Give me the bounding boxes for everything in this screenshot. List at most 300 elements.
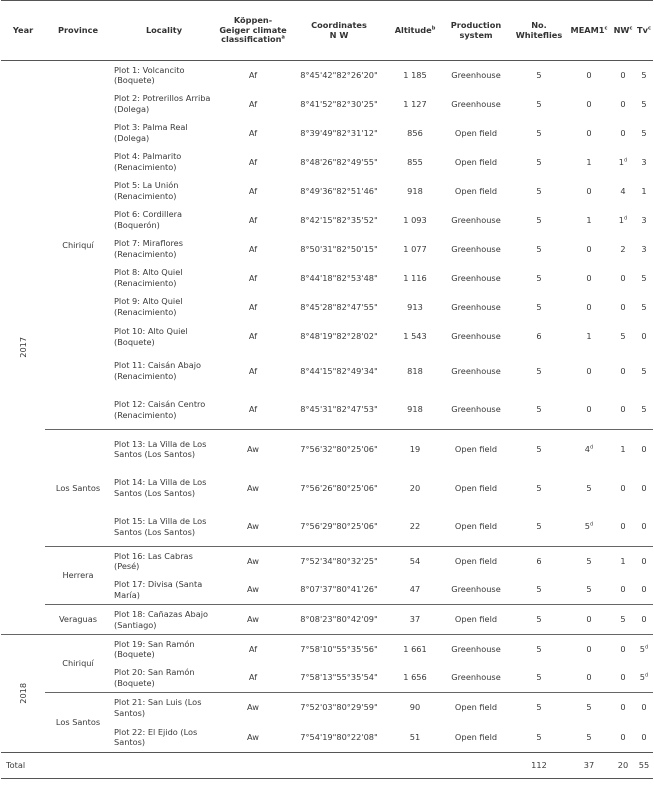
table-row [1, 430, 653, 469]
locality-value: Plot 1: Volcancito (Boquete) [114, 64, 185, 86]
whiteflies-value: 6 [536, 555, 542, 566]
nw-cell [611, 693, 635, 723]
whiteflies-cell [511, 508, 567, 547]
coords-cell [289, 508, 389, 547]
tv-cell [635, 469, 653, 508]
meam1-cell [567, 235, 611, 264]
whiteflies-cell [511, 119, 567, 148]
whiteflies-value: 5 [536, 185, 542, 196]
whiteflies-cell [511, 61, 567, 90]
meam1-cell [567, 177, 611, 206]
table-row [1, 693, 653, 723]
meam1-value: 5 [586, 584, 592, 595]
altitude-cell [389, 547, 441, 576]
meam1-cell [567, 90, 611, 119]
province-cell: Los Santos [45, 693, 111, 753]
climate-value: Af [248, 301, 258, 312]
locality-value: Plot 14: La Villa de Los Santos (Los Santos) [114, 477, 207, 498]
production-cell [441, 293, 511, 322]
coords-value: 8°07'37"80°41'26" [300, 584, 378, 595]
climate-value: Af [248, 214, 258, 225]
province-cell: Veraguas [45, 605, 111, 635]
nw-value: 0 [620, 584, 626, 595]
header-whiteflies: No. Whiteflies [511, 1, 567, 61]
climate-cell [217, 61, 289, 90]
altitude-value: 47 [409, 584, 421, 595]
locality-cell [111, 576, 217, 605]
tv-value: 0 [641, 482, 647, 493]
meam1-value: 0 [586, 98, 592, 109]
tv-value: 0 [641, 614, 647, 625]
locality-value: Plot 9: Alto Quiel (Renacimiento) [114, 296, 183, 317]
tv-cell [635, 605, 653, 635]
altitude-cell [389, 664, 441, 693]
coords-value: 8°41'52"82°30'25" [300, 98, 378, 109]
year-label: 2018 [17, 683, 28, 704]
tv-value: 0 [641, 555, 647, 566]
altitude-cell [389, 693, 441, 723]
coords-cell [289, 352, 389, 391]
coords-value: 8°50'31"82°50'15" [300, 243, 378, 254]
coords-value: 8°45'31"82°47'53" [300, 404, 378, 415]
coords-cell [289, 693, 389, 723]
footnote-marker: d [590, 521, 594, 528]
production-cell [441, 235, 511, 264]
tv-cell [635, 293, 653, 322]
nw-cell [611, 469, 635, 508]
altitude-value: 1 116 [403, 272, 427, 283]
nw-value: 0 [620, 365, 626, 376]
meam1-value: 4 [584, 443, 591, 454]
coords-cell [289, 391, 389, 430]
meam1-cell [567, 508, 611, 547]
climate-cell [217, 352, 289, 391]
locality-value: Plot 4: Palmarito (Renacimiento) [114, 151, 182, 172]
meam1-value: 0 [586, 272, 592, 283]
production-cell [441, 576, 511, 605]
coords-cell [289, 119, 389, 148]
altitude-cell [389, 635, 441, 664]
header-altitude: Altitude$^b$ [389, 1, 441, 61]
production-value: Open field [454, 521, 498, 532]
production-cell [441, 322, 511, 352]
locality-cell [111, 206, 217, 235]
meam1-value: 0 [586, 185, 592, 196]
locality-value: Plot 8: Alto Quiel (Renacimiento) [114, 267, 183, 288]
nw-value: 0 [620, 731, 626, 742]
altitude-cell [389, 148, 441, 177]
nw-cell [611, 547, 635, 576]
meam1-value: 0 [586, 127, 592, 138]
header-coordinates: Coordinates N W [289, 1, 389, 61]
locality-value: Plot 10: Alto Quiel (Boquete) [114, 325, 188, 347]
altitude-cell [389, 293, 441, 322]
whiteflies-cell [511, 693, 567, 723]
production-value: Greenhouse [451, 672, 501, 683]
altitude-cell [389, 322, 441, 352]
whiteflies-value: 5 [536, 301, 542, 312]
locality-cell [111, 469, 217, 508]
tv-cell [635, 723, 653, 753]
locality-value: Plot 17: Divisa (Santa María) [114, 579, 203, 600]
meam1-cell [567, 693, 611, 723]
climate-cell [217, 264, 289, 293]
climate-cell [217, 293, 289, 322]
coords-value: 8°08'23"80°42'09" [300, 614, 378, 625]
locality-cell [111, 547, 217, 576]
altitude-cell [389, 723, 441, 753]
nw-value: 1 [620, 555, 626, 566]
tv-value: 5 [639, 643, 646, 654]
locality-cell [111, 693, 217, 723]
nw-cell [611, 61, 635, 90]
whiteflies-cell [511, 177, 567, 206]
province-cell: Los Santos [45, 430, 111, 547]
table-header-row [1, 1, 653, 61]
coords-cell [289, 293, 389, 322]
production-cell [441, 508, 511, 547]
coords-cell [289, 469, 389, 508]
production-value: Greenhouse [451, 243, 501, 254]
whiteflies-value: 5 [536, 69, 542, 80]
production-cell [441, 90, 511, 119]
whiteflies-value: 5 [536, 272, 542, 283]
whiteflies-cell [511, 322, 567, 352]
whitefly-sampling-table [1, 0, 653, 779]
altitude-value: 1 185 [403, 69, 427, 80]
whiteflies-value: 5 [536, 731, 542, 742]
locality-cell [111, 605, 217, 635]
meam1-cell [567, 148, 611, 177]
altitude-cell [389, 605, 441, 635]
climate-value: Af [248, 127, 258, 138]
production-cell [441, 605, 511, 635]
altitude-cell [389, 264, 441, 293]
meam1-value: 0 [586, 672, 592, 683]
whiteflies-cell [511, 90, 567, 119]
whiteflies-value: 5 [536, 443, 542, 454]
whiteflies-cell [511, 723, 567, 753]
footnote-marker: d [590, 444, 594, 451]
altitude-cell [389, 177, 441, 206]
tv-value: 3 [641, 214, 647, 225]
altitude-cell [389, 430, 441, 469]
production-value: Open field [454, 185, 498, 196]
altitude-value: 1 661 [403, 643, 427, 654]
meam1-value: 5 [586, 731, 592, 742]
tv-value: 0 [641, 521, 647, 532]
meam1-cell [567, 635, 611, 664]
coords-value: 7°56'26"80°25'06" [300, 482, 378, 493]
coords-value: 8°48'26"82°49'55" [300, 156, 378, 167]
footnote-marker: d [645, 644, 649, 651]
coords-value: 8°45'42"82°26'20" [300, 69, 378, 80]
coords-cell [289, 61, 389, 90]
meam1-cell [567, 322, 611, 352]
whiteflies-cell [511, 469, 567, 508]
meam1-value: 1 [586, 331, 592, 342]
coords-cell [289, 635, 389, 664]
meam1-cell [567, 723, 611, 753]
locality-value: Plot 13: La Villa de Los Santos (Los Santos) [114, 438, 207, 460]
nw-cell [611, 723, 635, 753]
coords-value: 7°52'03"80°29'59" [300, 702, 378, 713]
coords-cell [289, 322, 389, 352]
header-year: Year [1, 1, 45, 61]
locality-value: Plot 2: Potrerillos Arriba (Dolega) [114, 93, 211, 114]
altitude-value: 1 093 [403, 214, 427, 225]
meam1-value: 5 [586, 482, 592, 493]
climate-value: Aw [247, 443, 259, 454]
whiteflies-cell [511, 635, 567, 664]
production-cell [441, 469, 511, 508]
whiteflies-cell [511, 605, 567, 635]
locality-value: Plot 22: El Ejido (Los Santos) [114, 726, 198, 748]
coords-value: 8°42'15"82°35'52" [300, 214, 378, 225]
climate-value: Aw [247, 482, 259, 493]
locality-value: Plot 19: San Ramón (Boquete) [114, 638, 195, 660]
coords-cell [289, 723, 389, 753]
climate-cell [217, 90, 289, 119]
whiteflies-value: 5 [536, 614, 542, 625]
climate-cell [217, 469, 289, 508]
climate-value: Af [248, 69, 258, 80]
meam1-value: 0 [586, 69, 592, 80]
header-meam1: MEAM1$^c$ [567, 1, 611, 61]
production-value: Open field [454, 443, 498, 454]
footnote-marker: d [624, 156, 628, 163]
altitude-value: 918 [407, 404, 423, 415]
altitude-cell [389, 391, 441, 430]
altitude-value: 918 [407, 185, 423, 196]
climate-value: Af [248, 331, 258, 342]
climate-cell [217, 693, 289, 723]
locality-cell [111, 235, 217, 264]
altitude-cell [389, 508, 441, 547]
coords-cell [289, 90, 389, 119]
nw-cell [611, 264, 635, 293]
tv-value: 5 [641, 365, 647, 376]
coords-cell [289, 206, 389, 235]
altitude-value: 51 [409, 731, 421, 742]
tv-cell [635, 508, 653, 547]
meam1-cell [567, 605, 611, 635]
locality-cell [111, 148, 217, 177]
altitude-value: 20 [409, 482, 421, 493]
climate-cell [217, 547, 289, 576]
province-cell: Chiriquí [45, 635, 111, 693]
meam1-cell [567, 61, 611, 90]
meam1-value: 5 [586, 702, 592, 713]
production-cell [441, 264, 511, 293]
tv-cell [635, 352, 653, 391]
coords-cell [289, 430, 389, 469]
header-climate: Köppen-Geiger climate classification$^a$ [217, 1, 289, 61]
whiteflies-cell [511, 391, 567, 430]
climate-cell [217, 148, 289, 177]
nw-value: 1 [618, 156, 625, 167]
tv-value: 0 [641, 702, 647, 713]
nw-cell [611, 391, 635, 430]
whiteflies-cell [511, 148, 567, 177]
climate-value: Af [248, 643, 258, 654]
production-value: Greenhouse [451, 214, 501, 225]
table-row [1, 547, 653, 576]
altitude-value: 1 543 [403, 331, 427, 342]
tv-cell [635, 430, 653, 469]
nw-cell [611, 430, 635, 469]
table-row [1, 61, 653, 90]
tv-cell [635, 206, 653, 235]
climate-value: Af [248, 156, 258, 167]
footnote-marker: d [645, 672, 649, 679]
locality-cell [111, 90, 217, 119]
coords-cell [289, 264, 389, 293]
climate-value: Af [248, 98, 258, 109]
total-nw: 20 [611, 753, 635, 779]
header-tv: Tv$^c$ [635, 1, 653, 61]
altitude-cell [389, 576, 441, 605]
tv-value: 5 [641, 404, 647, 415]
production-cell [441, 547, 511, 576]
production-cell [441, 693, 511, 723]
climate-value: Af [248, 243, 258, 254]
whiteflies-value: 5 [536, 214, 542, 225]
tv-cell [635, 635, 653, 664]
meam1-cell [567, 469, 611, 508]
climate-cell [217, 391, 289, 430]
coords-value: 8°39'49"82°31'12" [300, 127, 378, 138]
altitude-value: 54 [409, 555, 421, 566]
locality-cell [111, 293, 217, 322]
production-value: Greenhouse [451, 69, 501, 80]
total-whiteflies: 112 [511, 753, 567, 779]
meam1-cell [567, 264, 611, 293]
climate-value: Af [248, 185, 258, 196]
whiteflies-cell [511, 293, 567, 322]
nw-cell [611, 119, 635, 148]
altitude-cell [389, 119, 441, 148]
locality-value: Plot 5: La Unión (Renacimiento) [114, 180, 179, 201]
header-production-system: Production system [441, 1, 511, 61]
year-cell [1, 635, 45, 753]
altitude-cell [389, 61, 441, 90]
production-value: Greenhouse [451, 98, 501, 109]
whiteflies-cell [511, 430, 567, 469]
altitude-value: 913 [407, 301, 423, 312]
meam1-value: 0 [586, 643, 592, 654]
production-cell [441, 352, 511, 391]
meam1-cell [567, 576, 611, 605]
production-value: Greenhouse [451, 272, 501, 283]
climate-value: Aw [247, 702, 259, 713]
nw-value: 0 [620, 521, 626, 532]
coords-cell [289, 547, 389, 576]
whiteflies-value: 6 [536, 331, 542, 342]
nw-value: 0 [620, 272, 626, 283]
nw-cell [611, 664, 635, 693]
meam1-value: 0 [586, 301, 592, 312]
locality-cell [111, 430, 217, 469]
tv-cell [635, 235, 653, 264]
table-row [1, 605, 653, 635]
altitude-value: 855 [407, 156, 423, 167]
whiteflies-cell [511, 206, 567, 235]
whiteflies-cell [511, 547, 567, 576]
meam1-value: 1 [586, 214, 592, 225]
nw-value: 5 [620, 331, 626, 342]
altitude-value: 90 [409, 702, 421, 713]
tv-cell [635, 119, 653, 148]
climate-cell [217, 664, 289, 693]
nw-value: 2 [620, 243, 626, 254]
coords-cell [289, 148, 389, 177]
nw-value: 5 [620, 614, 626, 625]
production-cell [441, 61, 511, 90]
whiteflies-value: 5 [536, 365, 542, 376]
locality-value: Plot 11: Caisán Abajo (Renacimiento) [114, 360, 201, 381]
nw-value: 0 [620, 127, 626, 138]
climate-cell [217, 605, 289, 635]
nw-cell [611, 635, 635, 664]
tv-cell [635, 576, 653, 605]
nw-value: 0 [620, 69, 626, 80]
whiteflies-value: 5 [536, 156, 542, 167]
altitude-cell [389, 90, 441, 119]
production-value: Greenhouse [451, 365, 501, 376]
header-province: Province [45, 1, 111, 61]
whiteflies-value: 5 [536, 702, 542, 713]
nw-cell [611, 90, 635, 119]
altitude-value: 19 [409, 443, 421, 454]
tv-cell [635, 664, 653, 693]
climate-value: Af [248, 672, 258, 683]
whiteflies-cell [511, 576, 567, 605]
altitude-value: 22 [409, 521, 421, 532]
tv-value: 3 [641, 156, 647, 167]
total-meam1: 37 [567, 753, 611, 779]
whiteflies-value: 5 [536, 482, 542, 493]
locality-cell [111, 61, 217, 90]
whiteflies-cell [511, 352, 567, 391]
locality-cell [111, 391, 217, 430]
climate-cell [217, 508, 289, 547]
tv-cell [635, 61, 653, 90]
whiteflies-value: 5 [536, 643, 542, 654]
meam1-cell [567, 664, 611, 693]
coords-value: 8°49'36"82°51'46" [300, 185, 378, 196]
locality-cell [111, 664, 217, 693]
nw-cell [611, 605, 635, 635]
production-value: Open field [454, 127, 498, 138]
locality-value: Plot 7: Miraflores (Renacimiento) [114, 238, 183, 259]
nw-value: 0 [620, 702, 626, 713]
year-cell [1, 61, 45, 635]
nw-cell [611, 177, 635, 206]
nw-value: 0 [620, 98, 626, 109]
tv-cell [635, 693, 653, 723]
production-value: Greenhouse [451, 404, 501, 415]
altitude-value: 37 [409, 614, 421, 625]
climate-cell [217, 322, 289, 352]
locality-value: Plot 15: La Villa de Los Santos (Los Santos) [114, 516, 207, 537]
locality-value: Plot 3: Palma Real (Dolega) [114, 122, 188, 143]
climate-cell [217, 206, 289, 235]
coords-cell [289, 177, 389, 206]
whiteflies-value: 5 [536, 243, 542, 254]
production-value: Greenhouse [451, 584, 501, 595]
meam1-cell [567, 391, 611, 430]
